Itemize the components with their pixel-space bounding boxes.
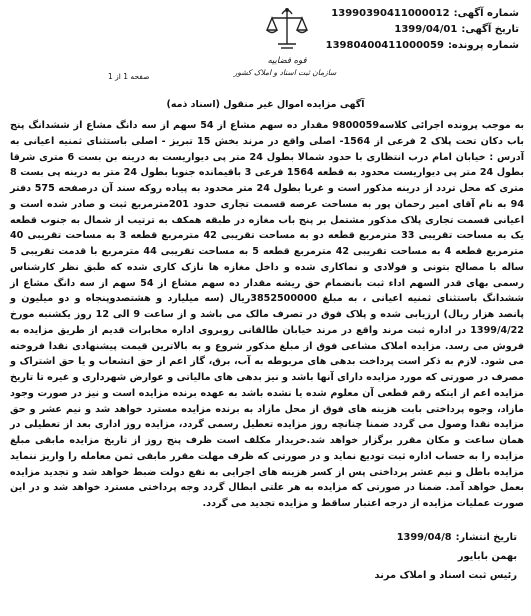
- organization-line2: سازمان ثبت اسناد و املاک کشور: [233, 68, 337, 77]
- notice-meta: [289, 6, 519, 54]
- organization-line1: قوه قضاییه: [267, 56, 307, 66]
- notice-number: 13990390411000012: [331, 8, 450, 19]
- file-number-label: شماره پرونده:: [447, 40, 519, 51]
- file-number: 13980400411000059: [325, 40, 444, 51]
- page-counter: صفحه 1 از 1: [108, 72, 150, 81]
- notice-number-row: [289, 6, 519, 22]
- notice-date-label: تاریخ آگهی:: [461, 24, 519, 35]
- notice-date: 1399/04/01: [394, 24, 458, 35]
- notice-body: به موجب پرونده اجرائی کلاسه9800059 مقدار ده سهم مشاع از 54 سهم از سه دانگ مشاع از ششدانگ پنج باب دکان تحت پلاک 2 فرعی از 1564- اصلی واقع در مرند بخش 15 تبریز - اصلی باستثنای ثمنیه اعیانی به آدرس : خیابان امام درب انتظاری با حدود شمالا بطول 24 متر پی دیواریست به درینه بن بست 6 متری شرقا بطول 24 متر پی دیواریست محدود به قطعه 1564 فرعی 3 باقیمانده جنوبا بطول 24 متر به درینه پی بست 8 متری که محل تردد از درینه مذکور است و غربا بطول 24 متر محدود به پیاده روکه سند آن درصفحه 575 دفتر 94 به نام آقای امیر رحمان پور به مساحت عرصه قسمت تجاری حدود 201مترمربع ثبت و صادر شده است و اعیانی قسمت تجاری پلاک مذکور مشتمل بر پنج باب مغازه در طبقه همکف به ترتیب از شمال به جنوب قطعه یک به مساحت تقریبی 33 مترمربع قطعه دو به مساحت تقریبی 42 مترمربع قطعه 3 به مساحت تقریبی 40 مترمربع قطعه 4 به مساحت تقریبی 42 مترمربع قطعه 5 به مساحت تقریبی 44 مترمربع با قدمت تقریبی 5 ساله با مصالح بتونی و فولادی و نماکاری شده و داخل مغازه ها نازک کاری شده که طبق نظر کارشناس رسمی بهای قدر السهم اداء ثبت بانضمام حق ریشه مقدار ده سهم مشاع از 54 سهم از سه دانگ مشاع از ششدانگ باستثنای ثمنیه اعیانی ، به مبلغ 3852500000ریال (سه میلیارد و هشتصدوپنجاه و دو میلیون و پانصد هزار ریال) ارزیابی شده و پلاک فوق در تصرف مالک می باشد و از ساعت 9 الی 12 روز یکشنبه مورخ 1399/4/22 در اداره ثبت مرند واقع در مرند خیابان طالقانی روبروی اداره مخابرات قدیم از طریق مزایده به فروش می رسد. مزایده املاک مشاعی فوق از مبلغ مذکور شروع و به بالاترین قیمت پیشنهادی نقدا فروخته می شود. لازم به ذکر است پرداخت بدهی های مربوطه به آب، برق، گاز اعم از حق انشعاب و یا حق اشتراک و مصرف در صورتی که مورد مزایده دارای آنها باشد و نیز بدهی های مالیاتی و عوارض شهرداری و غیره تا تاریخ مزایده اعم از اینکه رقم قطعی آن معلوم شده یا نشده باشد به عهده برنده مزایده است و نیز در صورت وجود مازاد، وجوه پرداختی بابت هزینه های فوق از محل مازاد به برنده مزایده مسترد خواهد شد و نیم عشر و حق مزایده نقدا وصول می گردد ضمنا چنانچه روز مزایده تعطیل رسمی گردد، مزایده روز اداری بعد از تعطیلی در همان ساعت و مکان مقرر برگزار خواهد شد.خریدار مکلف است ظرف پنج روز از تاریخ مزایده مابقی مبلغ مزایده را به حساب اداره ثبت تودیع نماید و در صورتی که ظرف مهلت مقرر مابقی ثمن معامله را واریز ننماید مزایده باطل و نیم عشر پرداختی پس از کسر هزینه های اجرایی به نفع دولت ضبط خواهد شد و تجدید مزایده بعمل خواهد آمد. ضمنا در صورتی که مزایده به هر علتی ابطال گردد وجه پرداختی مسترد خواهد شد و در این صورت عملیات مزایده از درجه اعتبار ساقط و مزایده تجدید می گردد.: [10, 120, 525, 509]
- file-number-row: [289, 38, 519, 54]
- notice-title: آگهی مزایده اموال غیر منقول (اسناد ذمه): [166, 99, 365, 110]
- publish-date: 1399/04/8: [396, 532, 452, 543]
- publish-date-row: [257, 528, 517, 547]
- notice-footer: [257, 528, 517, 585]
- notice-number-label: شماره آگهی:: [453, 8, 519, 19]
- publish-date-label: تاریخ انتشار:: [455, 532, 517, 543]
- signer-title: رئیس ثبت اسناد و املاک مرند: [374, 570, 517, 581]
- signer-name: بهمن بابایور: [457, 551, 517, 562]
- notice-date-row: [289, 22, 519, 38]
